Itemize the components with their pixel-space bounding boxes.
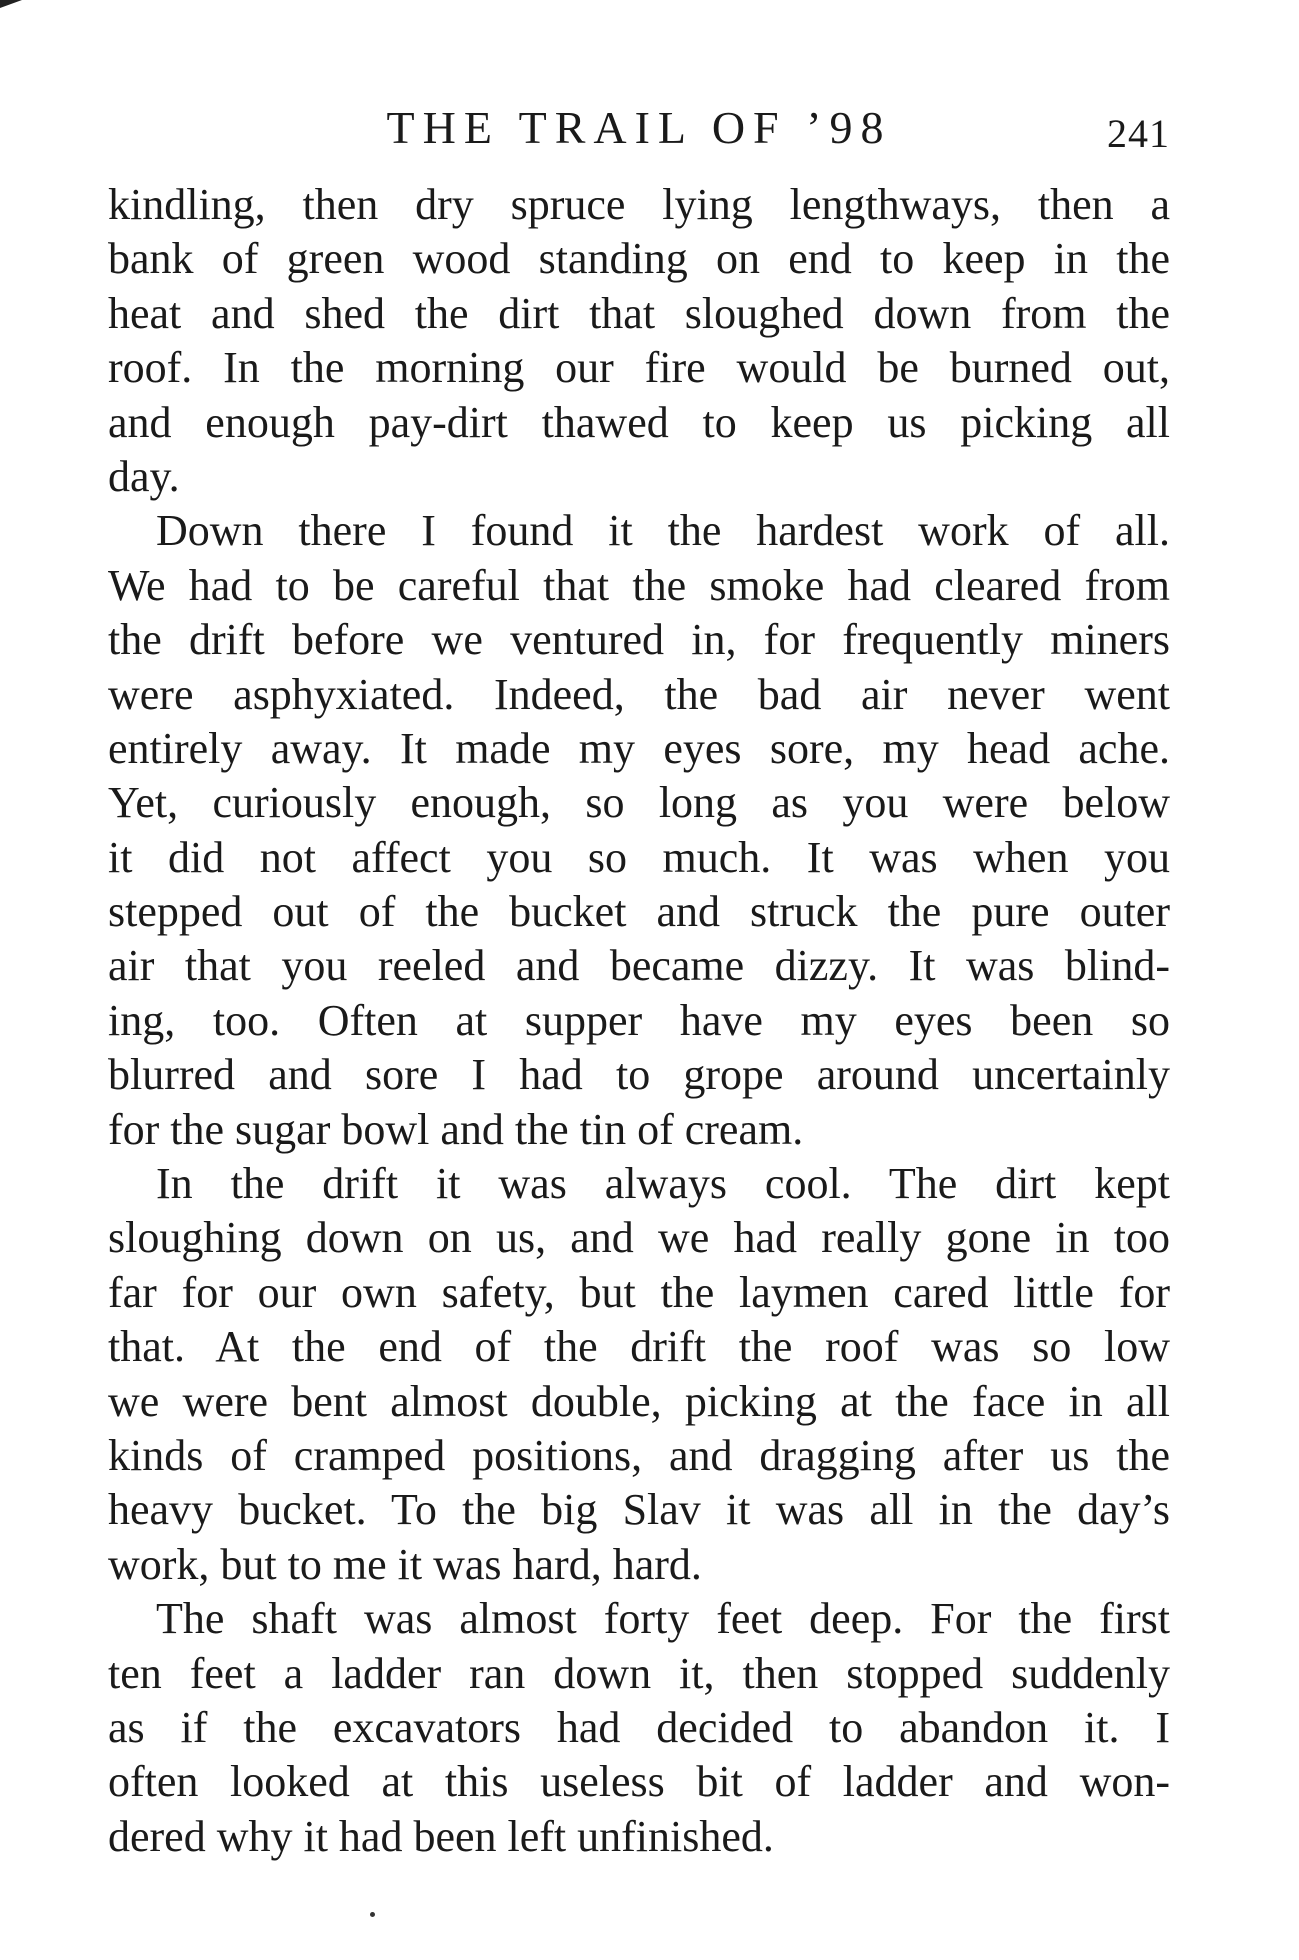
paragraph <box>108 178 1170 504</box>
body-text <box>108 178 1170 1864</box>
text-line: ing, too. Often at supper have my eyes been so <box>108 995 1170 1045</box>
stray-dot <box>370 1912 375 1917</box>
text-line: Yet, curiously enough, so long as you were below <box>108 778 1170 828</box>
text-line: In the drift it was always cool. The dirt kept <box>156 1159 1170 1209</box>
text-line: The shaft was almost forty feet deep. For the first <box>156 1594 1170 1644</box>
text-line: often looked at this useless bit of ladder and won- <box>108 1757 1170 1807</box>
paragraph <box>108 1592 1170 1864</box>
text-line: heavy bucket. To the big Slav it was all in the day’s <box>108 1485 1170 1535</box>
text-line: kindling, then dry spruce lying lengthways, then a <box>108 180 1170 229</box>
text-line: roof. In the morning our fire would be burned out, <box>108 343 1170 393</box>
text-line: blurred and sore I had to grope around uncertainly <box>108 1050 1170 1100</box>
text-line: it did not affect you so much. It was when you <box>108 832 1170 882</box>
text-line: heat and shed the dirt that sloughed down from the <box>108 288 1170 338</box>
paragraph <box>108 504 1170 1157</box>
text-line: We had to be careful that the smoke had cleared from <box>108 560 1170 610</box>
text-line: Down there I found it the hardest work of all. <box>156 506 1170 556</box>
text-line: far for our own safety, but the laymen cared little for <box>108 1267 1170 1317</box>
text-line: kinds of cramped positions, and dragging after us the <box>108 1430 1170 1480</box>
text-line: as if the excavators had decided to abandon it. I <box>108 1702 1170 1752</box>
text-line: dered why it had been left unfinished. <box>108 1811 774 1861</box>
text-line: day. <box>108 451 180 501</box>
text-line: entirely away. It made my eyes sore, my head ache. <box>108 723 1170 773</box>
page-number: 241 <box>1107 111 1170 156</box>
text-line: and enough pay-dirt thawed to keep us picking all <box>108 397 1170 447</box>
text-line: stepped out of the bucket and struck the pure outer <box>108 887 1170 937</box>
corner-mark <box>0 0 22 8</box>
text-line: sloughing down on us, and we had really gone in too <box>108 1213 1170 1263</box>
text-line: we were bent almost double, picking at the face in all <box>108 1376 1170 1426</box>
text-line: bank of green wood standing on end to keep in the <box>108 234 1170 284</box>
text-line: that. At the end of the drift the roof was so low <box>108 1322 1170 1372</box>
text-line: work, but to me it was hard, hard. <box>108 1539 702 1589</box>
text-line: for the sugar bowl and the tin of cream. <box>108 1104 804 1154</box>
running-head <box>108 98 1170 158</box>
text-line: air that you reeled and became dizzy. It was blind- <box>108 941 1170 991</box>
text-line: the drift before we ventured in, for frequently miners <box>108 615 1170 665</box>
text-line: were asphyxiated. Indeed, the bad air never went <box>108 669 1170 719</box>
text-line: ten feet a ladder ran down it, then stopped suddenly <box>108 1648 1170 1698</box>
running-title: THE TRAIL OF ’98 <box>386 102 892 153</box>
paragraph <box>108 1157 1170 1592</box>
